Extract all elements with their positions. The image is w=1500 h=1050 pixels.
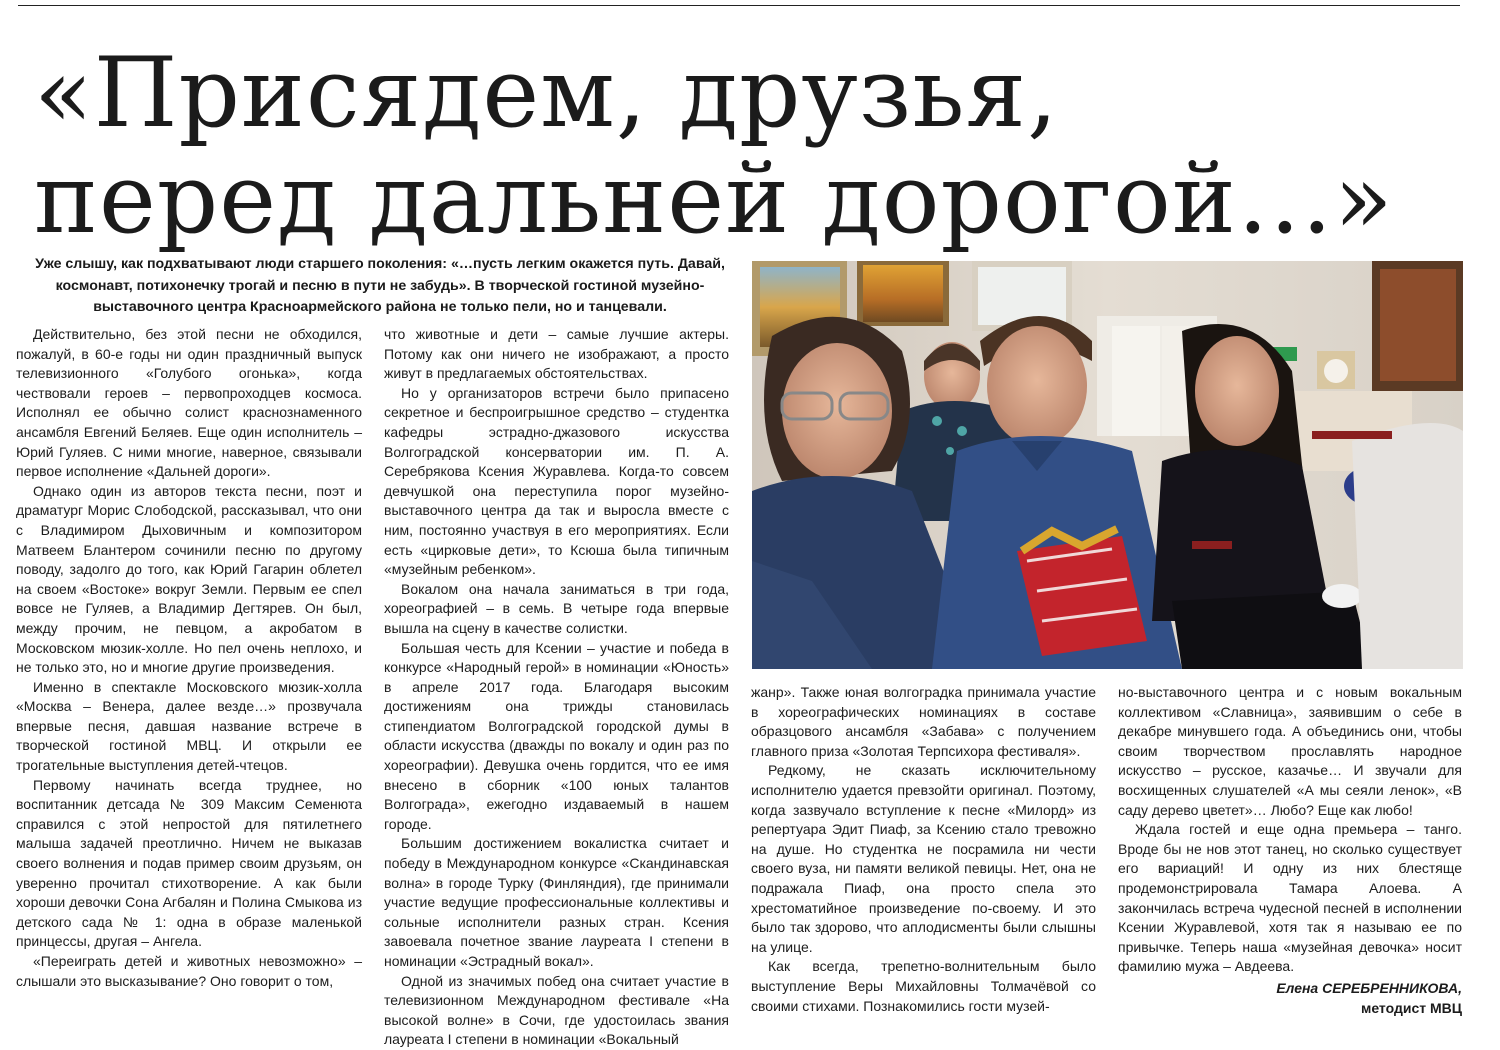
paragraph: Одной из значимых побед она считает участие в телевизионном Международном фестивале «На высокой волне» в Сочи, где удостоилась звания лауреата I степени в номинации «Вокальный <box>384 972 729 1048</box>
author-role: методист МВЦ <box>1360 999 1462 1016</box>
headline <box>34 37 1474 255</box>
paragraph: Большая честь для Ксении – участие и победа в конкурсе «Народный герой» в номинации «Юность» в апреле 2017 года. Благодаря высоким достижениям она трижды становилась стипендиатом Волгоградской городской думы в области искусства (дважды по вокалу и один раз по хореографии). Девушка очень гордится, что ее имя внесено в сборник «100 юных талантов Волгограда», ежегодно издаваемый в нашем городе. <box>384 639 729 832</box>
paragraph: что животные и дети – самые лучшие актеры. Потому как они ничего не изображают, а просто живут в предлагаемых обстоятельствах. <box>384 326 729 382</box>
paragraph: «Переиграть детей и животных невозможно» – слышали это высказывание? Оно говорит о том, <box>16 953 362 989</box>
paragraph: Именно в спектакле Московского мюзик-холла «Москва – Венера, далее везде…» прозвучала впервые песня, давшая название встрече в творческой гостиной МВЦ. И открыли ее трогательные выступления детей-чтецов. <box>16 678 362 774</box>
article-column-3 <box>751 683 1096 1014</box>
article-column-4 <box>1118 683 1462 1016</box>
event-photo <box>752 261 1463 669</box>
headline-line-1: «Присядем, друзья, <box>34 37 1059 149</box>
paragraph: Однако один из авторов текста песни, поэт и драматург Морис Слободской, рассказывал, что они с Владимиром Дыховичным и композитором Матвеем Блантером сочинили песню по другому поводу, задолго до того, как Юрий Гагарин облетел на своем «Востоке» вокруг Земли. Первым ее спел вовсе не Гуляев, а Владимир Дегтярев. Он был, между прочим, не певцом, а акробатом в Московском мюзик-холле. Но пел очень неплохо, и не только это, но и многие другие произведения. <box>16 482 362 676</box>
paragraph: Но у организаторов встречи было припасено секретное и беспроигрышное средство – студентка кафедры эстрадно-джазового искусства Волгоградской консерватории им. П. А. Серебрякова Ксения Журавлева. Когда-то совсем девчушкой она переступила порог музейно-выставочного центра да так и выросла вместе с ним, постоянно участвуя в его мероприятиях. Если есть «цирковые дети», то Ксюша была типичным «музейным ребенком». <box>384 384 729 578</box>
paragraph: жанр». Также юная волгоградка принимала участие в хореографических номинациях в составе образцового ансамбля «Забава» с получением главного приза «Золотая Терпсихора фестиваля». <box>751 684 1096 759</box>
article-column-1 <box>16 325 362 1008</box>
paragraph: но-выставочного центра и с новым вокальным коллективом «Славница», заявившим о себе в декабре минувшего года. А объединись они, чтобы своим творчеством прославлять народное искусство – русское, казачье… И звучали для восхищенных слушателей «А мы сеяли ленок», «В саду дерево цветет»… Любо? Еще как любо! <box>1118 684 1462 818</box>
top-rule <box>18 5 1460 6</box>
paragraph: Ждала гостей и еще одна премьера – танго. Вроде бы не нов этот танец, но сколько существует его вариаций! И одну из них блестяще продемонстрировала Тамара Алоева. А закончилась встреча чудесной песней в исполнении Ксении Журавлевой, хотя так я называю ее по привычке. Теперь наша «музейная девочка» носит фамилию мужа – Авдеева. <box>1118 821 1462 975</box>
paragraph: Редкому, не сказать исключительному исполнителю удается превзойти оригинал. Поэтому, когда зазвучало вступление к песне «Милорд» из репертуара Эдит Пиаф, за Ксению стало тревожно на душе. Но студентка не посрамила ни чести своего вуза, ни памяти великой певицы. Нет, она не подражала Пиаф, она просто спела это хрестоматийное произведение по-своему. И это было так здорово, что аплодисменты были слышны на улице. <box>751 762 1096 955</box>
paragraph: Вокалом она начала заниматься в три года, хореографией – в семь. В четыре года впервые вышла на сцену в качестве солистки. <box>384 580 729 636</box>
lead-paragraph: Уже слышу, как подхватывают люди старшего поколения: «…пусть легким окажется путь. Давай, космонавт, потихонечку трогай и песню в пути не забудь». В творческой гостиной музейно-выставочного центра Красноармейского района не только пели, но и танцевали. <box>35 256 725 315</box>
paragraph: Как всегда, трепетно-волнительным было выступление Веры Михайловны Толмачёвой со своими стихами. Познакомились гости музей- <box>751 958 1096 1014</box>
author-name: Елена СЕРЕБРЕННИКОВА, <box>1276 979 1462 996</box>
article-column-2 <box>384 325 729 1048</box>
paragraph: Большим достижением вокалистка считает и победу в Международном конкурсе «Скандинавская волна» в городе Турку (Финляндия), где принимали участие ведущие профессиональные коллективы и сольные исполнители разных стран. Ксения завоевала почетное звание лауреата I степени в номинации «Эстрадный вокал». <box>384 835 729 969</box>
headline-line-2: перед дальней дорогой…» <box>34 143 1394 255</box>
paragraph: Первому начинать всегда труднее, но воспитанник детсада № 309 Максим Семенюта справился с этой непростой для пятилетнего малыша задачей преотлично. Ничем не выказав своего волнения и подав пример своим друзьям, он уверенно прочитал стихотворение. А как были хороши девочки Сона Агбалян и Полина Смыкова из детского сада № 1: одна в образе маленькой принцессы, другая – Ангела. <box>16 776 362 950</box>
paragraph: Действительно, без этой песни не обходился, пожалуй, в 60-е годы ни один праздничный выпуск телевизионного «Голубого огонька», когда чествовали героев – первопроходцев космоса. Исполнял ее обычно солист краснознаменного ансамбля Евгений Беляев. Еще один исполнитель – Юрий Гуляев. С ними многие, наверное, связывали первое исполнение «Дальней дороги». <box>16 326 362 480</box>
